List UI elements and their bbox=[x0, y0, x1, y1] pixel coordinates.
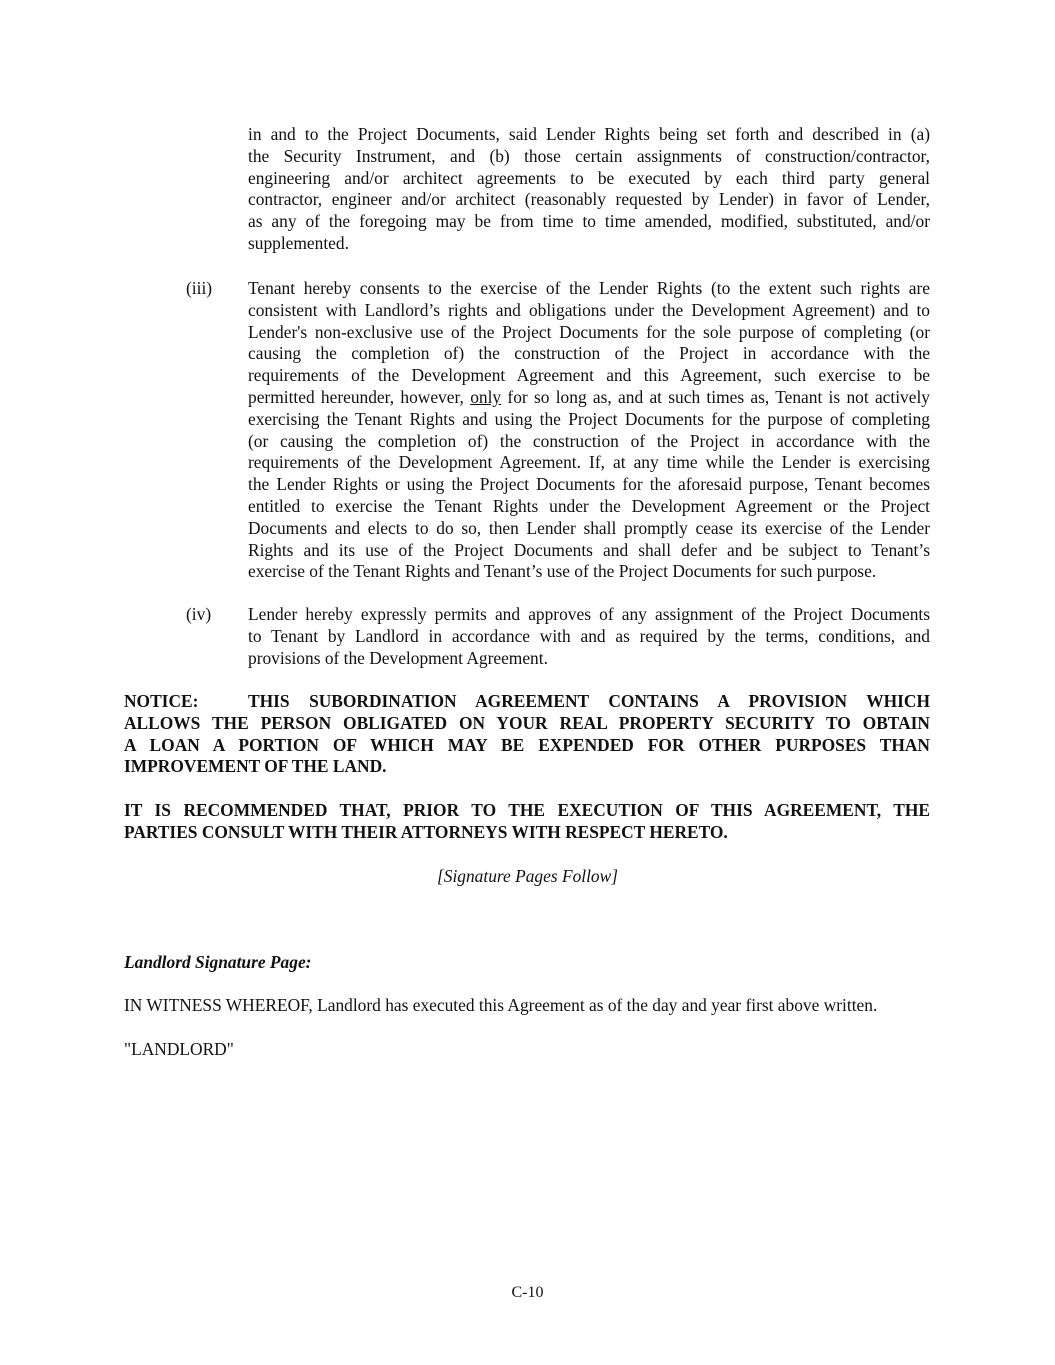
text-line: A LOAN A PORTION OF WHICH MAY BE EXPENDED FOR OTHER PURPOSES THAN bbox=[124, 734, 930, 755]
signature-pages-follow: [Signature Pages Follow] bbox=[437, 866, 618, 886]
paragraph-iii-number: (iii) bbox=[186, 278, 213, 298]
paragraph-iii bbox=[248, 278, 930, 583]
text-line: Tenant hereby consents to the exercise of the Lender Rights (to the extent such rights are bbox=[248, 278, 930, 298]
text-line: Rights and its use of the Project Documents and shall defer and be subject to Tenant’s bbox=[248, 539, 930, 560]
text-line: the Lender Rights or using the Project Documents for the aforesaid purpose, Tenant becomes bbox=[248, 474, 930, 495]
text-line: (or causing the completion of) the construction of the Project in accordance with the bbox=[248, 430, 930, 451]
landlord-label: "LANDLORD" bbox=[124, 1039, 234, 1059]
text-line: IMPROVEMENT OF THE LAND. bbox=[124, 756, 387, 777]
text-line bbox=[248, 387, 930, 409]
text-line: provisions of the Development Agreement. bbox=[248, 647, 548, 668]
text-line: engineering and/or architect agreements to be executed by each third party general bbox=[248, 167, 930, 188]
text-line: exercising the Tenant Rights and using the Project Documents for the purpose of completing bbox=[248, 408, 930, 429]
text-line: ALLOWS THE PERSON OBLIGATED ON YOUR REAL PROPERTY SECURITY TO OBTAIN bbox=[124, 712, 930, 733]
notice-block bbox=[124, 691, 930, 778]
text-line: Lender's non-exclusive use of the Project Documents for the sole purpose of completing (or bbox=[248, 321, 930, 342]
paragraph-iv-number: (iv) bbox=[186, 604, 212, 624]
text-line: exercise of the Tenant Rights and Tenant’s use of the Project Documents for such purpose. bbox=[248, 561, 877, 582]
text-line: the Security Instrument, and (b) those certain assignments of construction/contractor, bbox=[248, 145, 930, 166]
text-line: causing the completion of) the construction of the Project in accordance with the bbox=[248, 343, 930, 364]
underlined-word: only bbox=[470, 386, 502, 407]
text-line: Lender hereby expressly permits and approves of any assignment of the Project Documents bbox=[248, 604, 930, 624]
text-line: in and to the Project Documents, said Lender Rights being set forth and described in (a) bbox=[248, 124, 930, 144]
text-line: contractor, engineer and/or architect (reasonably requested by Lender) in favor of Lender, bbox=[248, 189, 930, 210]
text-line: entitled to exercise the Tenant Rights under the Development Agreement or the Project bbox=[248, 495, 930, 516]
text-line: to Tenant by Landlord in accordance with and as required by the terms, conditions, and bbox=[248, 625, 930, 646]
text-line: PARTIES CONSULT WITH THEIR ATTORNEYS WITH RESPECT HERETO. bbox=[124, 821, 728, 842]
text-line: THIS SUBORDINATION AGREEMENT CONTAINS A PROVISION WHICH bbox=[248, 691, 930, 711]
text-line: consistent with Landlord’s rights and obligations under the Development Agreement) and to bbox=[248, 299, 930, 320]
witness-text: IN WITNESS WHEREOF, Landlord has executed this Agreement as of the day and year first above written. bbox=[124, 995, 878, 1015]
notice-label: NOTICE: bbox=[124, 691, 199, 711]
recommendation-block bbox=[124, 800, 930, 844]
text-span: permitted hereunder, however, bbox=[248, 386, 471, 407]
text-line: supplemented. bbox=[248, 232, 349, 253]
paragraph-ii-continuation bbox=[248, 124, 930, 255]
text-line: IT IS RECOMMENDED THAT, PRIOR TO THE EXECUTION OF THIS AGREEMENT, THE bbox=[124, 800, 930, 820]
landlord-signature-heading: Landlord Signature Page: bbox=[124, 952, 312, 972]
text-line: requirements of the Development Agreement and this Agreement, such exercise to be bbox=[248, 365, 930, 386]
text-line: requirements of the Development Agreement. If, at any time while the Lender is exercising bbox=[248, 452, 930, 473]
paragraph-iv bbox=[248, 604, 930, 669]
text-line: as any of the foregoing may be from time to time amended, modified, substituted, and/or bbox=[248, 211, 930, 232]
text-line: Documents and elects to do so, then Lender shall promptly cease its exercise of the Lender bbox=[248, 517, 930, 538]
text-span: for so long as, and at such times as, Tenant is not actively bbox=[501, 386, 930, 407]
page-number: C-10 bbox=[511, 1284, 544, 1301]
